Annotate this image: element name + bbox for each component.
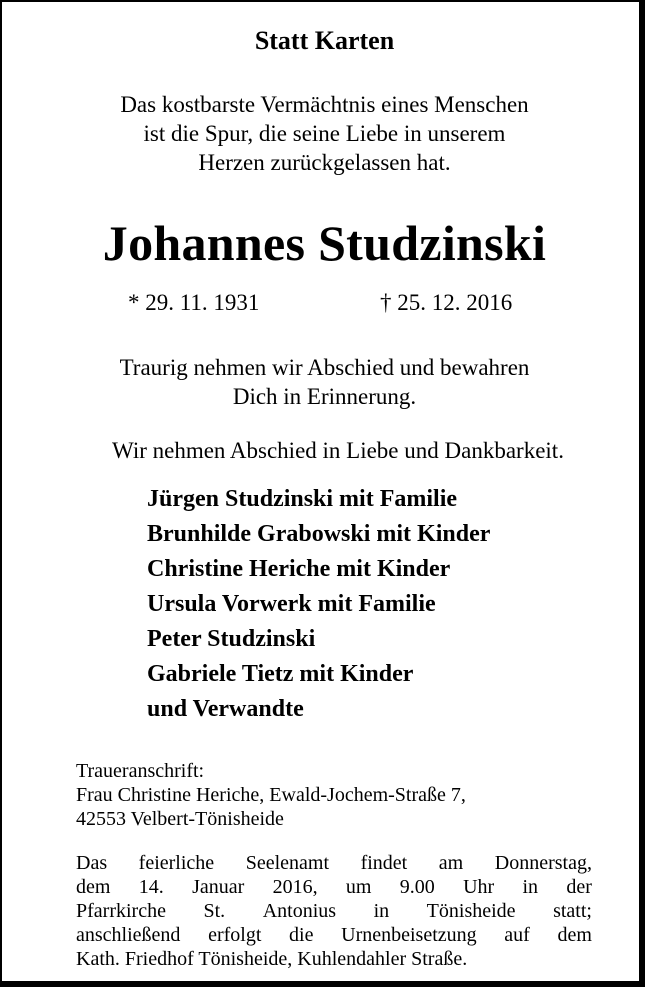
service-word: erfolgt — [208, 924, 262, 946]
service-word: Pfarrkirche — [76, 900, 166, 922]
service-word: feierliche — [138, 852, 215, 874]
quote-line: Herzen zurückgelassen hat. — [198, 150, 451, 175]
mourning-address — [76, 759, 466, 831]
service-word: Antonius — [262, 900, 337, 922]
service-word: die — [289, 924, 314, 946]
mourner-entry: Jürgen Studzinski mit Familie — [147, 486, 458, 512]
service-word: um — [345, 876, 372, 898]
service-word: 9.00 — [399, 876, 435, 898]
address-label: Traueranschrift: — [76, 760, 205, 782]
service-line — [76, 875, 592, 899]
quote-line: ist die Spur, die seine Liebe in unserem — [143, 121, 506, 146]
mourner-entry: Brunhilde Grabowski mit Kinder — [147, 521, 491, 547]
service-line — [76, 899, 592, 923]
service-line — [76, 923, 592, 947]
service-line: Kath. Friedhof Tönisheide, Kuhlendahler Straße. — [76, 948, 468, 970]
mourning-line: Dich in Erinnerung. — [232, 384, 417, 409]
service-word: in — [522, 876, 539, 898]
service-word: findet — [360, 852, 408, 874]
service-word: 14. — [138, 876, 164, 898]
deceased-name: Johannes Studzinski — [102, 215, 547, 271]
mourner-entry: Peter Studzinski — [147, 626, 316, 652]
mourner-entry: und Verwandte — [147, 696, 304, 722]
service-word: anschließend — [76, 924, 181, 946]
farewell-text: Wir nehmen Abschied in Liebe und Dankbarkeit. — [112, 438, 564, 463]
service-word: Das — [76, 852, 108, 874]
service-word: Donnerstag, — [494, 852, 592, 874]
mourner-entry: Christine Heriche mit Kinder — [147, 556, 451, 582]
service-word: Januar — [192, 876, 245, 898]
service-word: Tönisheide — [426, 900, 516, 922]
mourners-list — [147, 482, 490, 727]
service-word: der — [566, 876, 592, 898]
address-line: 42553 Velbert-Tönisheide — [76, 808, 284, 830]
service-word: auf — [504, 924, 530, 946]
service-details — [76, 851, 592, 971]
death-date: † 25. 12. 2016 — [380, 290, 513, 315]
service-word: St. — [203, 900, 226, 922]
service-word: in — [373, 900, 390, 922]
quote-line: Das kostbarste Vermächtnis eines Menschen — [120, 92, 529, 117]
service-word: dem — [76, 876, 111, 898]
service-word: 2016, — [272, 876, 318, 898]
notice-heading: Statt Karten — [254, 26, 395, 55]
service-line — [76, 851, 592, 875]
memorial-quote — [2, 90, 647, 177]
mourner-entry: Gabriele Tietz mit Kinder — [147, 661, 414, 687]
mourner-entry: Ursula Vorwerk mit Familie — [147, 591, 436, 617]
mourning-line: Traurig nehmen wir Abschied und bewahren — [119, 355, 530, 380]
birth-date: * 29. 11. 1931 — [128, 290, 260, 315]
mourning-text — [2, 353, 647, 411]
service-word: dem — [557, 924, 592, 946]
service-word: statt; — [553, 900, 592, 922]
service-word: Seelenamt — [245, 852, 330, 874]
service-word: am — [438, 852, 464, 874]
service-word: Uhr — [463, 876, 495, 898]
address-line: Frau Christine Heriche, Ewald-Jochem-Straße 7, — [76, 784, 466, 806]
service-word: Urnenbeisetzung — [341, 924, 477, 946]
